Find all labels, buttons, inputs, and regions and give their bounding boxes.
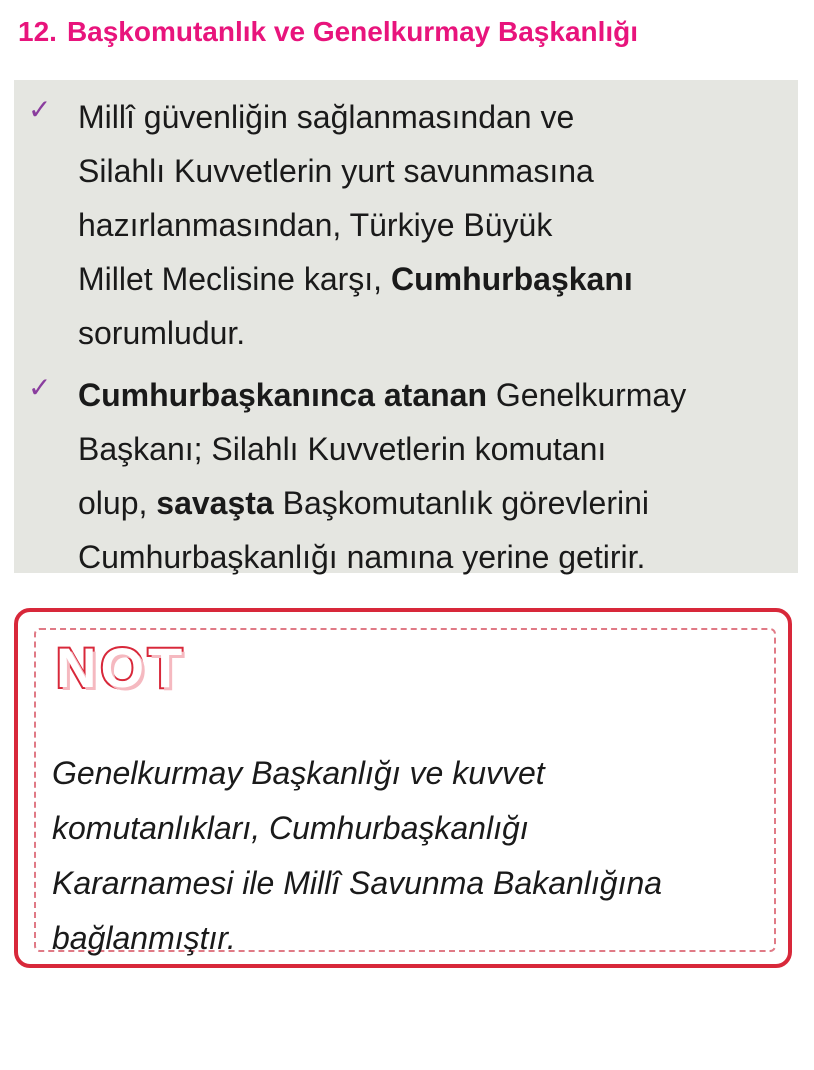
- note-text: [52, 746, 782, 966]
- bullet-line: Millî güvenliğin sağlanmasından ve: [78, 99, 575, 135]
- bullet-text: [78, 90, 792, 360]
- section-heading: [18, 12, 638, 52]
- note-line: komutanlıkları, Cumhurbaşkanlığı: [52, 810, 529, 846]
- bullet-line: Başkanı; Silahlı Kuvvetlerin komutanı: [78, 431, 607, 467]
- note-dashed-frame: [34, 628, 776, 956]
- section-number: 12.: [18, 16, 57, 47]
- note-line: Genelkurmay Başkanlığı ve kuvvet: [52, 755, 545, 791]
- emphasis-text: savaşta: [156, 485, 274, 521]
- bullet-line: hazırlanmasından, Türkiye Büyük: [78, 207, 553, 243]
- emphasis-text: Cumhurbaşkanınca atanan: [78, 377, 487, 413]
- bullet-line: Millet Meclisine karşı, Cumhurbaşkanı: [78, 261, 633, 297]
- bullet-line: Cumhurbaşkanlığı namına yerine getirir.: [78, 539, 646, 575]
- bullet-line: olup, savaşta Başkomutanlık görevlerini: [78, 485, 649, 521]
- bullet-line: Silahlı Kuvvetlerin yurt savunmasına: [78, 153, 594, 189]
- info-panel: [14, 80, 798, 573]
- note-line: Kararnamesi ile Millî Savunma Bakanlığına: [52, 865, 663, 901]
- check-icon: ✓: [28, 371, 52, 404]
- bullet-line: sorumludur.: [78, 315, 246, 351]
- note-box: [14, 608, 792, 968]
- bullet-line: Cumhurbaşkanınca atanan Genelkurmay: [78, 377, 687, 413]
- emphasis-text: Cumhurbaşkanı: [390, 261, 633, 297]
- note-line: bağlanmıştır.: [52, 920, 236, 956]
- section-title: Başkomutanlık ve Genelkurmay Başkanlığı: [66, 16, 639, 47]
- check-icon: ✓: [28, 93, 52, 126]
- note-title: NOT: [56, 636, 187, 699]
- bullet-text: [78, 368, 792, 584]
